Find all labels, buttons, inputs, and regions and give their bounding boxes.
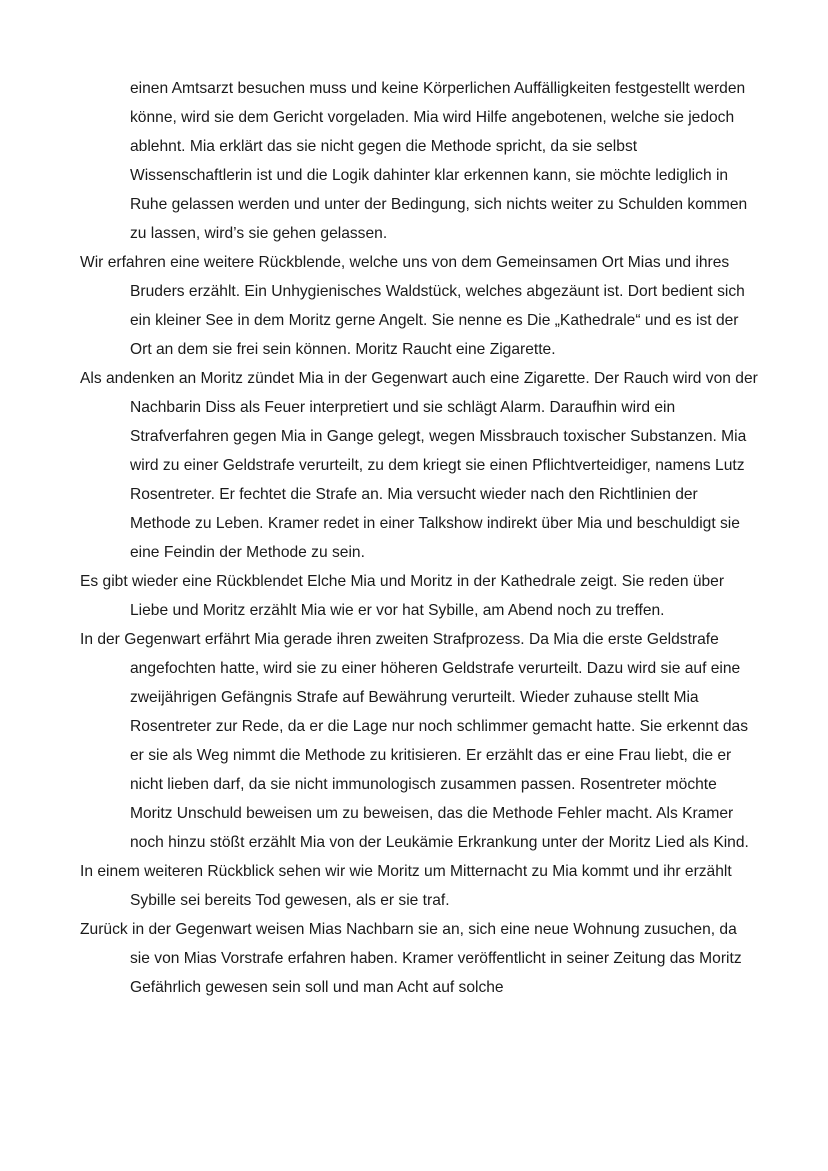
paragraph-6: In einem weiteren Rückblick sehen wir wie Moritz um Mitternacht zu Mia kommt und ihr erzählt Sybille sei bereits Tod gewesen, als er sie traf.	[80, 863, 732, 909]
paragraph-1: einen Amtsarzt besuchen muss und keine Körperlichen Auffälligkeiten festgestellt werden könne, wird sie dem Gericht vorgeladen. Mia wird Hilfe angebotenen, welche sie jedoch ablehnt. Mia erklärt das sie nicht gegen die Methode spricht, da sie selbst Wissenschaftlerin ist und die Logik dahinter klar erkennen kann, sie möchte lediglich in Ruhe gelassen werden und unter der Bedingung, sich nichts weiter zu Schulden kommen zu lassen, wird’s sie gehen gelassen.	[130, 80, 748, 242]
paragraph-7: Zurück in der Gegenwart weisen Mias Nachbarn sie an, sich eine neue Wohnung zusuchen, da sie von Mias Vorstrafe erfahren haben. Kramer veröffentlicht in seiner Zeitung das Moritz Gefährlich gewesen sein soll und man Acht auf solche	[80, 921, 742, 996]
paragraph-4: Es gibt wieder eine Rückblendet Elche Mia und Moritz in der Kathedrale zeigt. Sie reden über Liebe und Moritz erzählt Mia wie er vor hat Sybille, am Abend noch zu treffen.	[80, 573, 725, 619]
paragraph-2: Wir erfahren eine weitere Rückblende, welche uns von dem Gemeinsamen Ort Mias und ihres Bruders erzählt. Ein Unhygienisches Waldstück, welches abgezäunt ist. Dort bedient sich ein kleiner See in dem Moritz gerne Angelt. Sie nenne es Die „Kathedrale“ und es ist der Ort an dem sie frei sein können. Moritz Raucht eine Zigarette.	[80, 254, 745, 358]
paragraph-3: Als andenken an Moritz zündet Mia in der Gegenwart auch eine Zigarette. Der Rauch wird von der Nachbarin Diss als Feuer interpretiert und sie schlägt Alarm. Daraufhin wird ein Strafverfahren gegen Mia in Gange gelegt, wegen Missbrauch toxischer Substanzen. Mia wird zu einer Geldstrafe verurteilt, zu dem kriegt sie einen Pflichtverteidiger, namens Lutz Rosentreter. Er fechtet die Strafe an. Mia versucht wieder nach den Richtlinien der Methode zu Leben. Kramer redet in einer Talkshow indirekt über Mia und beschuldigt sie eine Feindin der Methode zu sein.	[80, 370, 758, 561]
document-body	[80, 74, 760, 1002]
paragraph-5: In der Gegenwart erfährt Mia gerade ihren zweiten Strafprozess. Da Mia die erste Geldstrafe angefochten hatte, wird sie zu einer höheren Geldstrafe verurteilt. Dazu wird sie auf eine zweijährigen Gefängnis Strafe auf Bewährung verurteilt. Wieder zuhause stellt Mia Rosentreter zur Rede, da er die Lage nur noch schlimmer gemacht hatte. Sie erkennt das er sie als Weg nimmt die Methode zu kritisieren. Er erzählt das er eine Frau liebt, die er nicht lieben darf, da sie nicht immunologisch zusammen passen. Rosentreter möchte Moritz Unschuld beweisen um zu beweisen, das die Methode Fehler macht. Als Kramer noch hinzu stößt erzählt Mia von der Leukämie Erkrankung unter der Moritz Lied als Kind.	[80, 631, 749, 851]
